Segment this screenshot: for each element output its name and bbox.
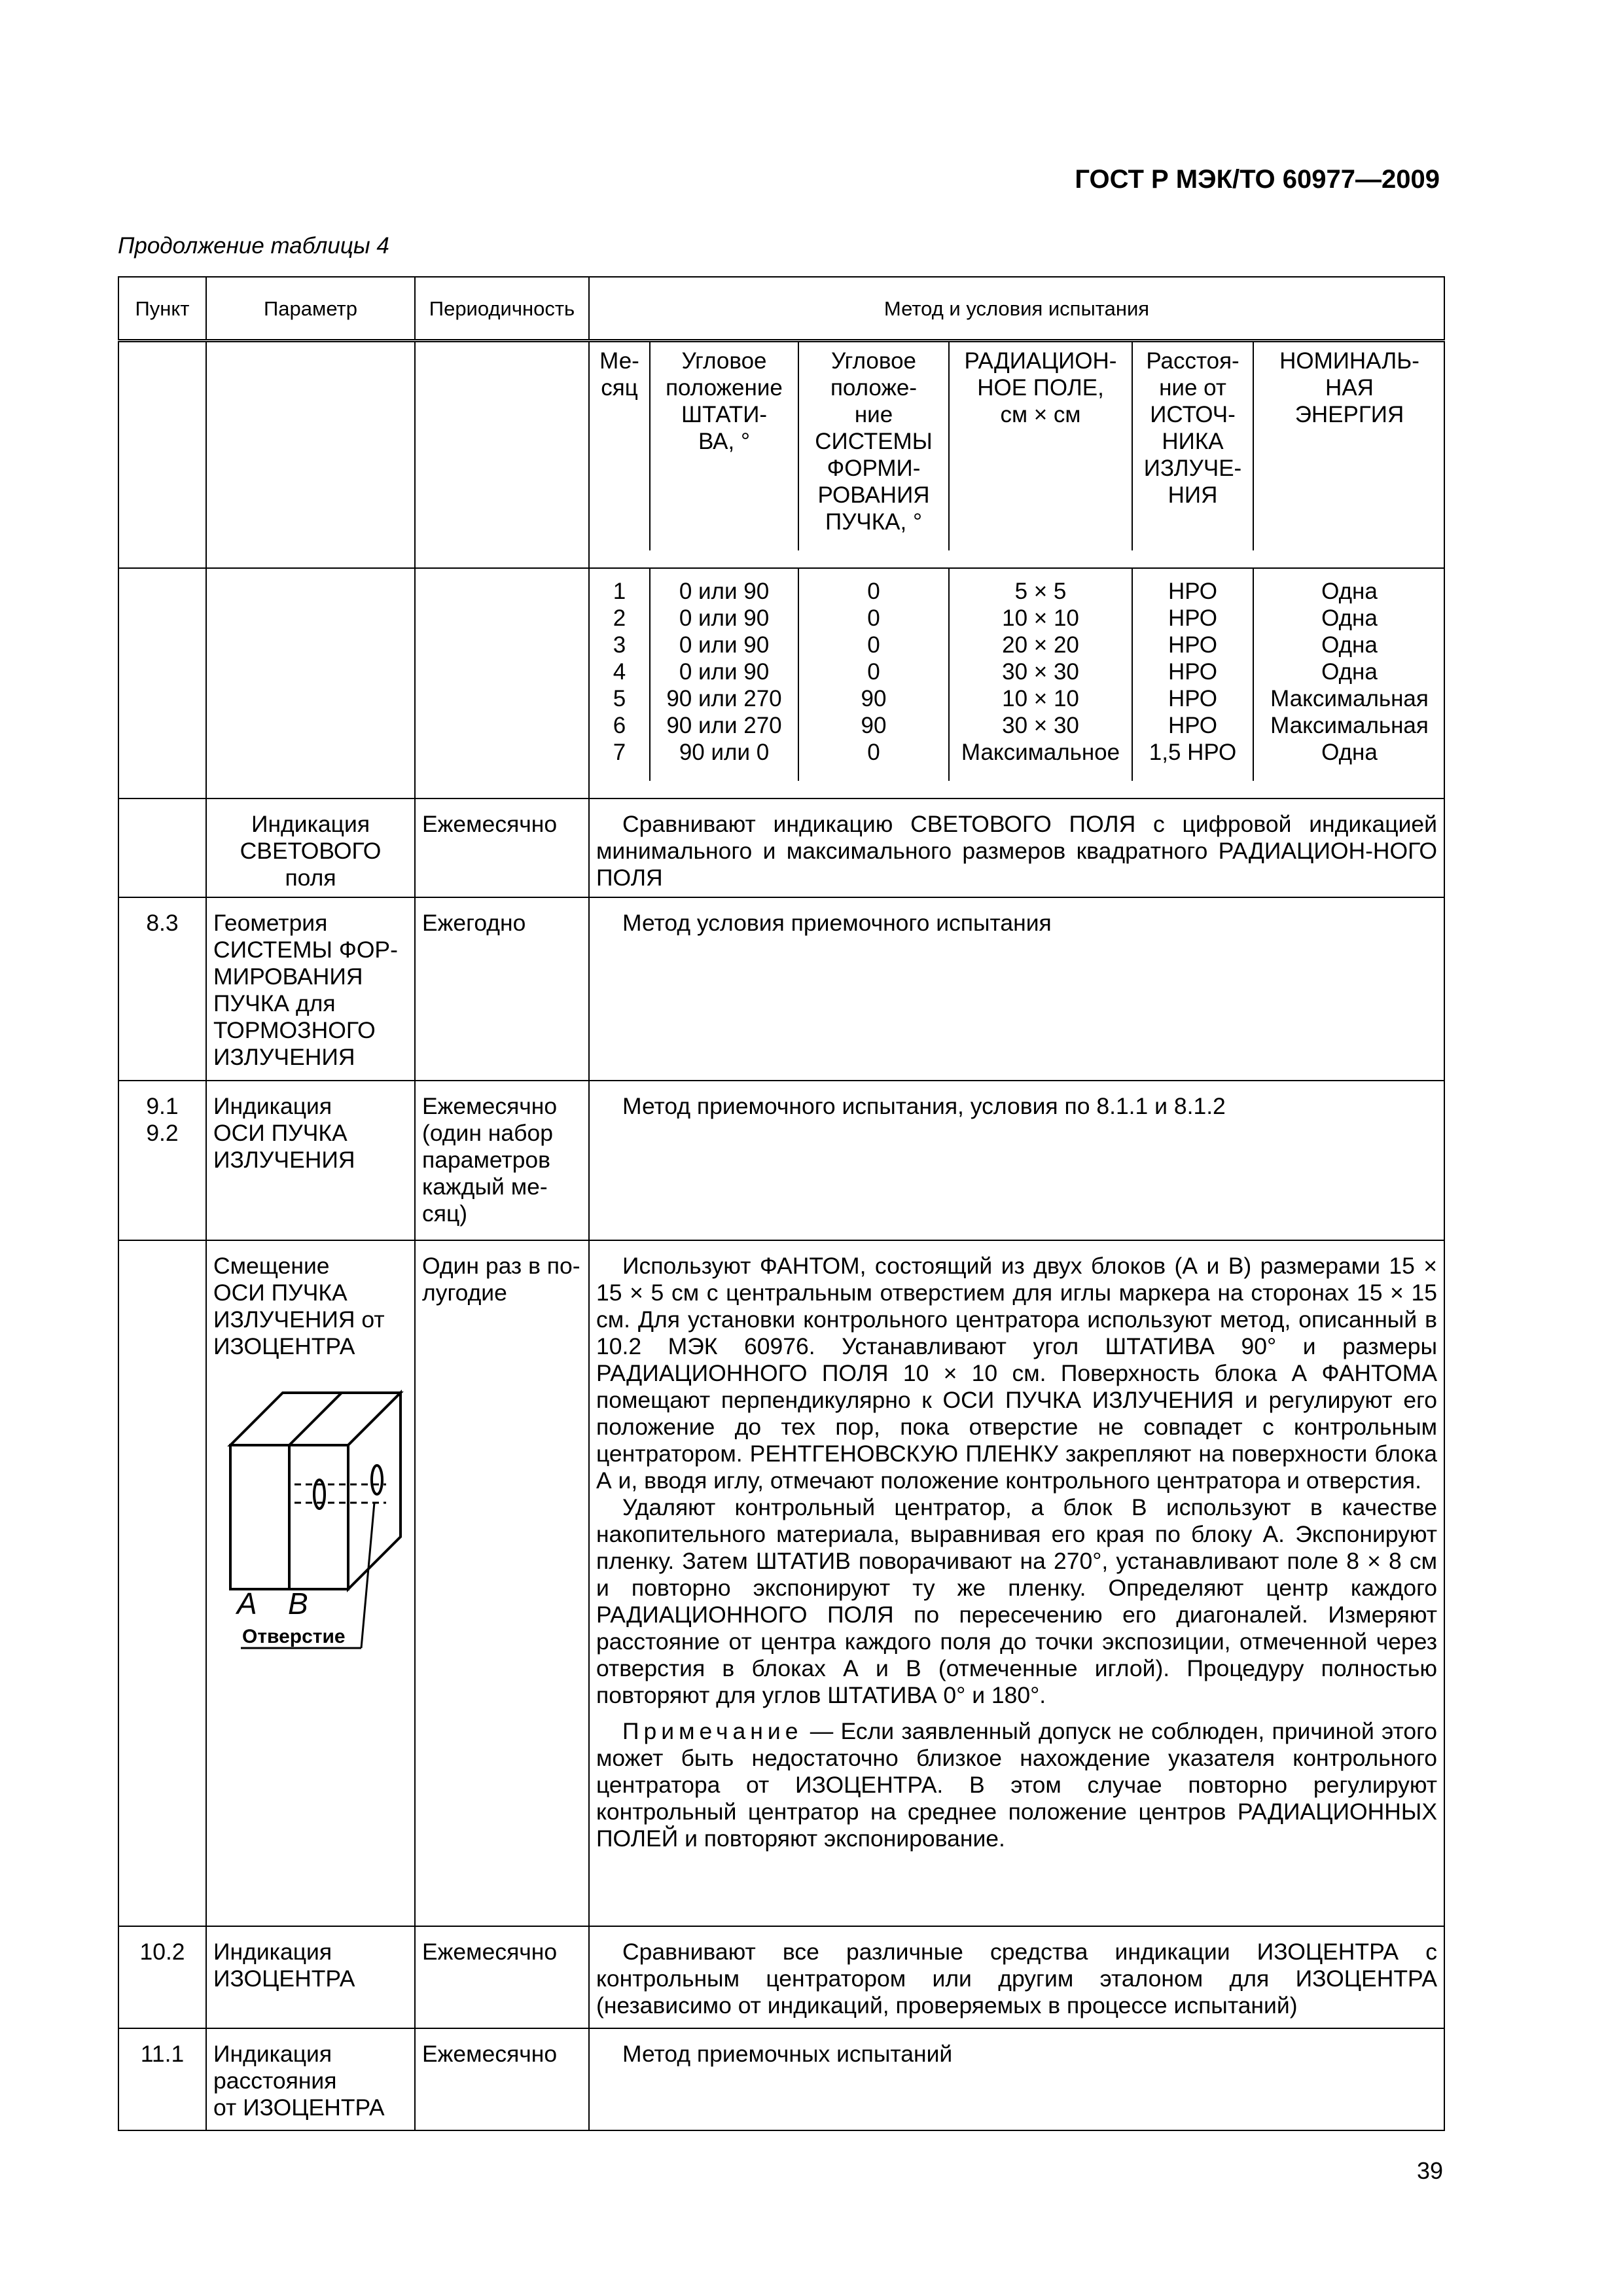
subtable-data-cell: [589, 568, 1444, 798]
col-header-item: Пункт: [118, 277, 206, 341]
row-parameter: [206, 1240, 415, 1926]
sub-col-energy: Одна Одна Одна Одна Максимальная Максимальная Одна: [1270, 579, 1429, 765]
row-item: 9.1 9.2: [118, 1081, 206, 1240]
note: [596, 1718, 1437, 1852]
document-header: ГОСТ Р МЭК/ТО 60977—2009: [1075, 165, 1440, 194]
method-paragraph-2: Удаляют контрольный центратор, а блок В используют в качестве накопительного материала, выравнивая его края по блоку А. Экспонируют пленку. Затем ШТАТИВ поворачивают на 270°, устанавливают поле 8 × 8 см и повторно экспонируют ту же пленку. Определяют центр каждого РАДИАЦИОННОГО ПОЛЯ по пересечению его диагоналей. Измеряют расстояние от центра каждого поля до точки экспозиции, отмеченной через отверстия в блоках А и В (отмеченные иглой). Процедуру полностью повторяют для углов ШТАТИВА 0° и 180°.: [596, 1494, 1437, 1708]
row-method: Метод приемочного испытания, условия по 8.1.1 и 8.1.2: [589, 1081, 1444, 1240]
row-periodicity: Ежемесячно: [415, 798, 589, 897]
subtable-data-row: [118, 568, 1444, 798]
sub-header-month: Ме- сяц: [590, 342, 650, 550]
row-item: 11.1: [118, 2028, 206, 2130]
row-periodicity: Ежемесячно (один набор параметров каждый ме- сяц): [415, 1081, 589, 1240]
table-header-row: [118, 277, 1444, 341]
phantom-diagram: [223, 1386, 412, 1661]
row-periodicity: Ежемесячно: [415, 1926, 589, 2028]
row-method: Сравнивают все различные средства индикации ИЗОЦЕНТРА с контрольным центратором или другим эталоном для ИЗОЦЕНТРА (независимо от индикаций, проверяемых в процессе испытаний): [589, 1926, 1444, 2028]
table-row: [118, 798, 1444, 897]
row-parameter: Индикация ОСИ ПУЧКА ИЗЛУЧЕНИЯ: [206, 1081, 415, 1240]
row-item: 8.3: [118, 897, 206, 1081]
label-hole: Отверстие: [242, 1626, 346, 1647]
row-method: Метод условия приемочного испытания: [589, 897, 1444, 1081]
sub-header-energy: НОМИНАЛЬ- НАЯ ЭНЕРГИЯ: [1279, 348, 1419, 427]
sub-header-field-size: РАДИАЦИОН- НОЕ ПОЛЕ, см × см: [949, 342, 1132, 550]
table-row: [118, 1926, 1444, 2028]
row-item: 10.2: [118, 1926, 206, 2028]
row-method: Сравнивают индикацию СВЕТОВОГО ПОЛЯ с цифровой индикацией минимального и максимального размеров квадратного РАДИАЦИОН-НОГО ПОЛЯ: [589, 798, 1444, 897]
col-header-parameter: Параметр: [206, 277, 415, 341]
row-parameter: Индикация ИЗОЦЕНТРА: [206, 1926, 415, 2028]
sub-col-collimator-angle: 0 0 0 0 90 90 0: [798, 569, 949, 781]
note-label: Примечание: [622, 1718, 803, 1744]
sub-header-distance: Расстоя- ние от ИСТОЧ- НИКА ИЗЛУЧЕ- НИЯ: [1132, 342, 1253, 550]
row-method: Метод приемочных испытаний: [589, 2028, 1444, 2130]
row-periodicity: Ежегодно: [415, 897, 589, 1081]
table-4-continued: [118, 276, 1445, 2131]
method-paragraph-1: Используют ФАНТОМ, состоящий из двух блоков (А и В) размерами 15 × 15 × 5 см с центральным отверстием для иглы маркера на сторонах 15 × 15 см. Для установки контрольного центратора используют метод, описанный в 10.2 МЭК 60976. Устанавливают угол ШТАТИВА 90° и размеры РАДИАЦИОННОГО ПОЛЯ 10 × 10 см. Поверхность блока А ФАНТОМА помещают перпендикулярно к ОСИ ПУЧКА ИЗЛУЧЕНИЯ и регулируют его положение до тех пор, пока отверстие не совпадет с контрольным центратором. РЕНТГЕНОВСКУЮ ПЛЕНКУ закрепляют на поверхности блока А и, вводя иглу, отмечают положение контрольного центратора и отверстия.: [596, 1253, 1437, 1494]
table-row: [118, 1081, 1444, 1240]
row-parameter: Индикация расстояния от ИЗОЦЕНТРА: [206, 2028, 415, 2130]
page-number: 39: [1416, 2157, 1443, 2184]
table-row: [118, 1240, 1444, 1926]
sub-col-field-size: 5 × 5 10 × 10 20 × 20 30 × 30 10 × 10 30 × 30 Максимальное: [949, 569, 1132, 781]
sub-header-collimator-angle: Угловое положе- ние СИСТЕМЫ ФОРМИ- РОВАНИЯ ПУЧКА, °: [798, 342, 949, 550]
table-caption: Продолжение таблицы 4: [118, 233, 389, 259]
row-periodicity: Один раз в по- лугодие: [415, 1240, 589, 1926]
row-item: [118, 798, 206, 897]
subtable-header-cell: [589, 341, 1444, 569]
row-parameter: Геометрия СИСТЕМЫ ФОР- МИРОВАНИЯ ПУЧКА для ТОРМОЗНОГО ИЗЛУЧЕНИЯ: [206, 897, 415, 1081]
label-block-b: В: [288, 1587, 308, 1621]
table-row: [118, 897, 1444, 1081]
table-row: [118, 2028, 1444, 2130]
row-method: [589, 1240, 1444, 1926]
sub-header-gantry-angle: Угловое положение ШТАТИ- ВА, °: [650, 342, 798, 550]
note-text: — Если заявленный допуск не соблюден, причиной этого может быть недостаточно близкое нахождение указателя контрольного центратора от ИЗОЦЕНТРА. В этом случае повторно регулируют контрольный центратор на среднее положение центров РАДИАЦИОННЫХ ПОЛЕЙ и повторяют экспонирование.: [596, 1718, 1437, 1852]
row-parameter: Индикация СВЕТОВОГО поля: [206, 798, 415, 897]
sub-col-distance: НРО НРО НРО НРО НРО НРО 1,5 НРО: [1132, 569, 1253, 781]
row-parameter-text: Смещение ОСИ ПУЧКА ИЗЛУЧЕНИЯ от ИЗОЦЕНТРА: [213, 1253, 385, 1359]
col-header-method: Метод и условия испытания: [589, 277, 1444, 341]
row-item: [118, 1240, 206, 1926]
col-header-periodicity: Периодичность: [415, 277, 589, 341]
subtable-header-row: [118, 341, 1444, 569]
sub-col-month: 1 2 3 4 5 6 7: [590, 569, 650, 781]
row-periodicity: Ежемесячно: [415, 2028, 589, 2130]
sub-col-gantry-angle: 0 или 90 0 или 90 0 или 90 0 или 90 90 или 270 90 или 270 90 или 0: [650, 569, 798, 781]
label-block-a: А: [237, 1587, 257, 1621]
